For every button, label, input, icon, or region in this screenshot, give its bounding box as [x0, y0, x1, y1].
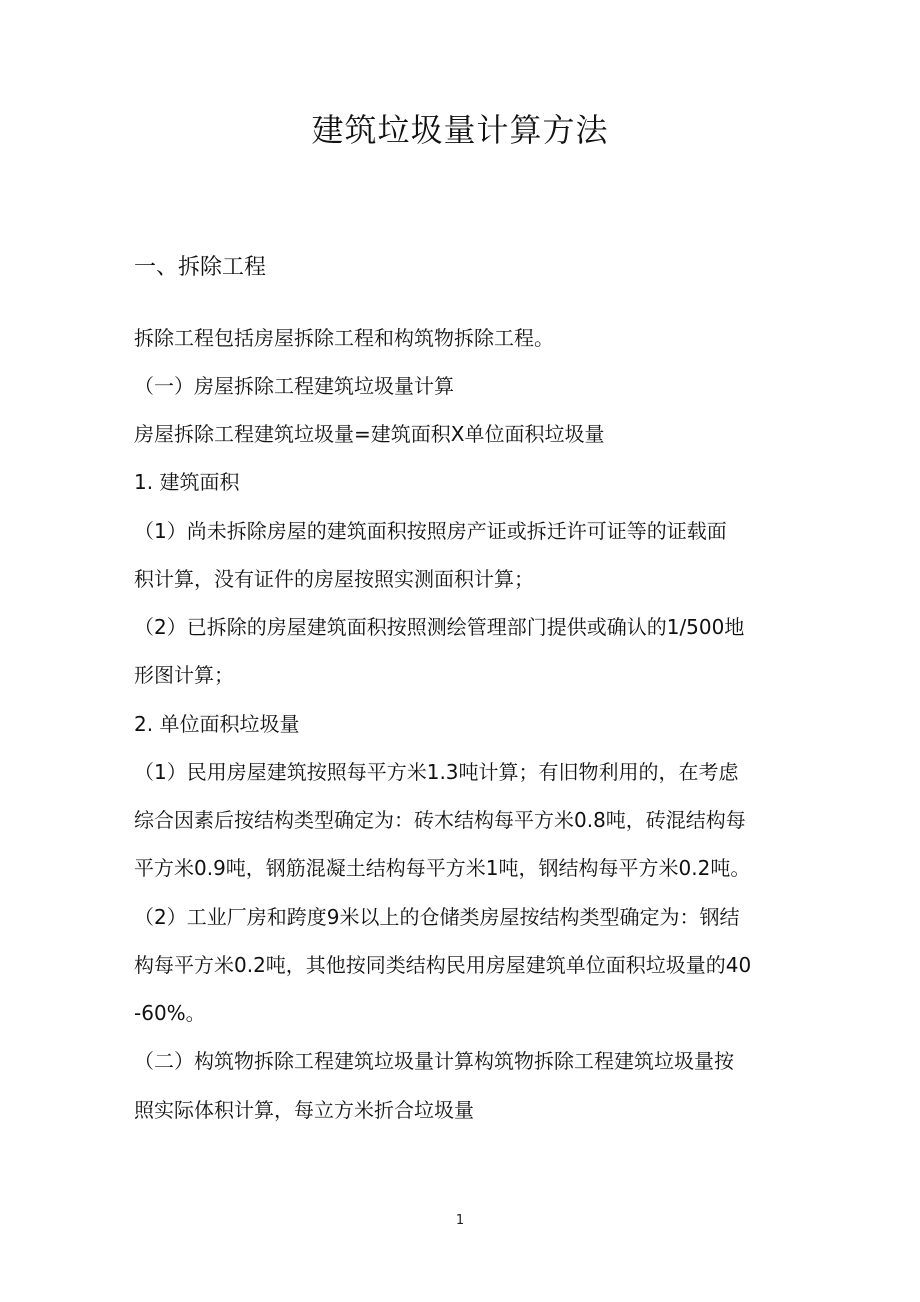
- subsection-heading: （二）构筑物拆除工程建筑垃圾量计算构筑物拆除工程建筑垃圾量按: [134, 1049, 734, 1073]
- paragraph-line: 积计算，没有证件的房屋按照实测面积计算；: [134, 567, 534, 591]
- item-heading: 2. 单位面积垃圾量: [134, 712, 300, 736]
- paragraph-line: （1）民用房屋建筑按照每平方米1.3吨计算；有旧物利用的，在考虑: [134, 760, 739, 784]
- paragraph-line: -60%。: [134, 1001, 206, 1025]
- paragraph-line: 综合因素后按结构类型确定为：砖木结构每平方米0.8吨，砖混结构每: [134, 808, 746, 832]
- paragraph-line: 照实际体积计算，每立方米折合垃圾量: [134, 1098, 474, 1122]
- item-heading: 1. 建筑面积: [134, 470, 240, 494]
- section-heading: 一、拆除工程: [134, 255, 267, 280]
- paragraph-line: 形图计算；: [134, 663, 234, 687]
- paragraph-line: （1）尚未拆除房屋的建筑面积按照房产证或拆迁许可证等的证载面: [134, 519, 727, 543]
- paragraph-line: 拆除工程包括房屋拆除工程和构筑物拆除工程。: [134, 326, 554, 350]
- formula-line: 房屋拆除工程建筑垃圾量=建筑面积X单位面积垃圾量: [134, 422, 605, 446]
- document-title: 建筑垃圾量计算方法: [311, 111, 609, 149]
- paragraph-line: （2）已拆除的房屋建筑面积按照测绘管理部门提供或确认的1/500地: [134, 615, 745, 639]
- paragraph-line: （2）工业厂房和跨度9米以上的仓储类房屋按结构类型确定为：钢结: [134, 905, 740, 929]
- page-number: 1: [455, 1213, 465, 1228]
- paragraph-line: 构每平方米0.2吨，其他按同类结构民用房屋建筑单位面积垃圾量的40: [134, 953, 752, 977]
- subsection-heading: （一）房屋拆除工程建筑垃圾量计算: [134, 374, 454, 398]
- paragraph-line: 平方米0.9吨，钢筋混凝土结构每平方米1吨，钢结构每平方米0.2吨。: [134, 856, 751, 880]
